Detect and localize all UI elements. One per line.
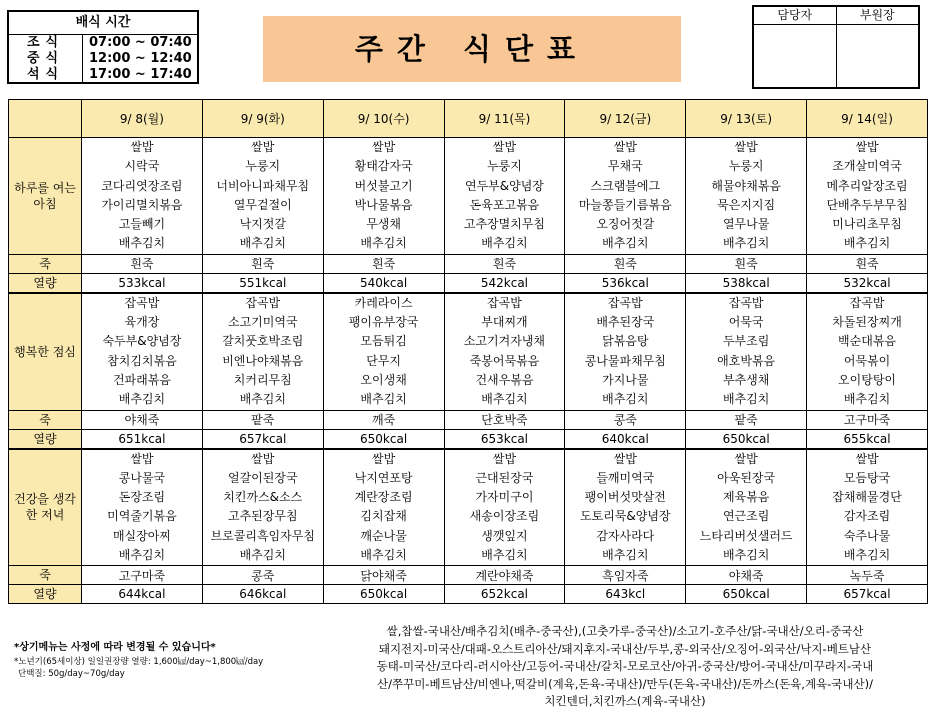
dish-item: 묵은지지짐 [717,197,776,212]
meal-cell [686,293,807,410]
dish-item: 가자미구이 [475,490,534,505]
dish-item: 어묵국 [728,315,764,330]
dinner-porridge-row [9,566,928,585]
dish-item: 콩나물국 [118,470,166,485]
meal-cell [82,138,203,255]
dish-item: 배추김치 [118,392,166,407]
day-header: 9/ 8(월) [82,100,203,138]
dish-item: 브로콜리흑임자무침 [210,528,315,543]
dish-item: 쌀밥 [130,140,154,154]
kcal-cell: 538kcal [686,273,807,293]
porridge-cell: 단호박죽 [444,410,565,429]
kcal-cell: 650kcal [686,429,807,449]
porridge-cell: 콩죽 [202,566,323,585]
breakfast-porridge-row [9,254,928,273]
meal-time-label: 조식 [9,35,83,51]
dish-item: 모듬튀김 [360,334,407,349]
meal-cell [323,138,444,255]
kcal-cell: 640kcal [565,429,686,449]
dish-item: 오징어젓갈 [596,217,655,232]
meal-cell [807,449,928,566]
dish-item: 배추김치 [481,392,528,407]
breakfast-kcal-row [9,273,928,293]
dish-item: 소고기미역국 [227,315,298,330]
day-header: 9/ 9(화) [202,100,323,138]
dish-item: 쌀밥 [613,140,637,154]
dish-item: 낙지젓갈 [239,217,286,232]
day-header: 9/ 14(일) [807,100,928,138]
dish-item: 무생채 [366,217,401,232]
kcal-cell: 643kcl [565,585,686,604]
porridge-cell: 흰죽 [444,254,565,273]
day-header: 9/ 12(금) [565,100,686,138]
dish-item: 버섯불고기 [354,178,413,193]
dish-item: 배추김치 [360,236,407,251]
breakfast-row [9,138,928,255]
dish-item: 너비아니파채무침 [216,178,310,193]
nutrition-note [14,656,263,680]
dish-item: 계란장조림 [354,490,413,505]
dish-item: 쌀밥 [492,451,517,466]
dish-item: 오이생채 [360,372,407,387]
porridge-cell: 흰죽 [323,254,444,273]
origin-line: 돼지전지-미국산/대패-오스트리아산/돼지후지-국내산/두부,콩-외국산/오징어-외국산/낙지-베트남산 [378,641,872,656]
approval-column [836,7,919,87]
kcal-cell: 650kcal [686,585,807,604]
dish-item: 갈치풋호박조림 [222,334,304,349]
kcal-cell: 542kcal [444,273,565,293]
kcal-cell: 536kcal [565,273,686,293]
dish-item: 누룽지 [487,159,522,174]
dish-item: 배추김치 [118,548,166,563]
dish-item: 감자사라다 [596,528,655,543]
dish-item: 들깨미역국 [596,470,655,485]
dish-item: 연두부&양념장 [464,178,544,193]
origin-line: 산/쭈꾸미-베트남산/비엔나,떡갈비(계육,돈육-국내산)/만두(돈육-국내산)/돈까스(돈육,계육-국내산)/ [377,676,873,691]
meal-cell [686,449,807,566]
dish-item: 열무겉절이 [233,197,292,212]
meal-time-label: 중식 [9,51,83,67]
meal-cell [202,138,323,255]
signature-field[interactable] [837,25,919,87]
dish-item: 배추김치 [843,392,891,407]
porridge-label: 죽 [9,566,82,585]
dish-item: 낙지연포탕 [354,470,413,485]
dish-item: 누룽지 [245,159,281,174]
kcal-cell: 650kcal [323,585,444,604]
dish-item: 단배추두부무침 [826,197,908,212]
dinner-row [9,449,928,566]
dish-item: 쌀밥 [613,451,637,466]
dish-item: 코다리엿장조림 [101,178,183,193]
dish-item: 돈장조림 [118,490,166,505]
lunch-porridge-row [9,410,928,429]
kcal-cell: 653kcal [444,429,565,449]
dish-item: 고추장멸치무침 [463,217,546,232]
dish-item: 잡채해물경단 [832,490,902,505]
porridge-cell: 팥죽 [202,410,323,429]
dish-item: 잡곡밥 [245,295,281,310]
porridge-label: 죽 [9,254,82,273]
dish-item: 근대된장국 [475,470,534,485]
porridge-cell: 콩죽 [565,410,686,429]
dish-item: 잡곡밥 [607,295,643,310]
dish-item: 무채국 [607,159,643,174]
page-title: 주간 식단표 [263,16,681,82]
dish-item: 쌀밥 [372,140,396,154]
meal-cell [202,449,323,566]
porridge-cell: 고구마죽 [82,566,203,585]
dish-item: 잡곡밥 [124,295,160,310]
origin-info [330,623,920,711]
dish-item: 연근조림 [722,509,770,524]
meal-time-row [9,67,197,83]
meal-cell [807,293,928,410]
dish-item: 차돌된장찌개 [832,315,902,330]
dish-item: 배추김치 [843,548,891,563]
dish-item: 부대찌개 [481,315,528,330]
dish-item: 팽이유부장국 [348,315,419,330]
dish-item: 돈육포고볶음 [469,197,540,212]
kcal-label: 열량 [9,585,82,604]
porridge-label: 죽 [9,410,82,429]
dish-item: 황태감자국 [354,159,413,174]
breakfast-label: 하루를 여는 아침 [9,138,82,255]
meal-cell [565,293,686,410]
dish-item: 가지나물 [602,372,649,387]
meal-time-row [9,35,197,51]
lunch-kcal-row [9,429,928,449]
meal-time-box [7,10,199,84]
meal-cell [202,293,323,410]
dish-item: 쌀밥 [130,451,154,466]
dish-item: 잡곡밥 [728,295,764,310]
dinner-kcal-row [9,585,928,604]
meal-time-value: 17:00 ~ 17:40 [89,67,192,82]
kcal-label: 열량 [9,429,82,449]
calorie-recommendation: *노년기(65세이상) 일일권장량 열량: 1,600㎉/day~1,800㎉/day [14,657,264,667]
lunch-row [9,293,928,410]
dish-item: 쌀밥 [734,140,758,154]
porridge-cell: 녹두죽 [807,566,928,585]
day-header: 9/ 11(목) [444,100,565,138]
dish-item: 숙주나물 [843,528,891,543]
dish-item: 어묵볶이 [843,353,891,368]
porridge-cell: 흰죽 [565,254,686,273]
dish-item: 쌀밥 [855,451,879,466]
dish-item: 잡곡밥 [849,295,885,310]
dish-item: 아욱된장국 [717,470,776,485]
porridge-cell: 팥죽 [686,410,807,429]
weekly-menu-table [8,99,928,604]
dish-item: 시락국 [124,159,160,174]
dish-item: 참치김치볶음 [107,353,177,368]
dish-item: 애호박볶음 [717,353,776,368]
meal-cell [444,293,565,410]
dish-item: 열무나물 [722,217,770,232]
dish-item: 얼갈이된장국 [227,470,298,485]
dish-item: 스크램블에그 [590,178,661,193]
kcal-cell: 657kcal [202,429,323,449]
meal-cell [82,449,203,566]
dish-item: 카레라이스 [354,295,413,310]
dish-item: 배추김치 [239,236,286,251]
day-header: 9/ 13(토) [686,100,807,138]
dish-item: 건새우볶음 [475,372,534,387]
porridge-cell: 흰죽 [807,254,928,273]
dish-item: 두부조림 [722,334,770,349]
meal-cell [686,138,807,255]
kcal-cell: 650kcal [323,429,444,449]
dish-item: 숙두부&양념장 [102,334,182,349]
dish-item: 쌀밥 [251,451,275,466]
lunch-label: 행복한 점심 [9,293,82,410]
dish-item: 단무지 [366,353,401,368]
kcal-cell: 551kcal [202,273,323,293]
porridge-cell: 야채죽 [686,566,807,585]
kcal-cell: 533kcal [82,273,203,293]
dish-item: 배추김치 [602,236,649,251]
dish-item: 쌀밥 [372,451,396,466]
meal-cell [565,449,686,566]
dish-item: 누룽지 [728,159,764,174]
dish-item: 조개살미역국 [832,159,902,174]
kcal-cell: 652kcal [444,585,565,604]
dish-item: 가이리멸치볶음 [101,197,183,212]
dish-item: 미나리초무침 [832,217,902,232]
dish-item: 쌀밥 [734,451,758,466]
approval-header: 담당자 [754,7,836,25]
dish-item: 배추김치 [360,392,407,407]
dish-item: 콩나물파채무침 [584,353,666,368]
meal-cell [444,449,565,566]
porridge-cell: 깨죽 [323,410,444,429]
corner-cell [9,100,82,138]
meal-time-row [9,51,197,67]
dish-item: 모듬탕국 [843,470,891,485]
dish-item: 김치잡채 [360,509,407,524]
dish-item: 건파래볶음 [112,372,171,387]
porridge-cell: 닭야채죽 [323,566,444,585]
dish-item: 박나물볶음 [354,197,413,212]
dish-item: 팽이버섯맛살전 [584,490,666,505]
origin-line: 치킨텐더,치킨까스(계육-국내산) [544,694,706,709]
day-header: 9/ 10(수) [323,100,444,138]
meal-time-value: 07:00 ~ 07:40 [89,35,192,50]
dish-item: 고들빼기 [118,217,166,232]
porridge-cell: 고구마죽 [807,410,928,429]
dish-item: 생깻잎지 [481,528,528,543]
dish-item: 배추김치 [602,392,649,407]
dish-item: 배추김치 [602,548,649,563]
porridge-cell: 야채죽 [82,410,203,429]
meal-cell [323,293,444,410]
dish-item: 배추김치 [843,236,891,251]
approval-column [754,7,836,87]
dish-item: 배추김치 [118,236,166,251]
dish-item: 배추김치 [481,548,528,563]
dish-item: 배추김치 [360,548,407,563]
dish-item: 깨순나물 [360,528,407,543]
dish-item: 새송이장조림 [469,509,540,524]
dish-item: 쌀밥 [492,140,517,154]
kcal-cell: 651kcal [82,429,203,449]
dish-item: 마늘쫑들기름볶음 [578,197,672,212]
kcal-cell: 540kcal [323,273,444,293]
meal-time-value: 12:00 ~ 12:40 [89,51,192,66]
dish-item: 쌀밥 [855,140,879,154]
menu-change-note: *상기메뉴는 사정에 따라 변경될 수 있습니다* [14,642,216,653]
dish-item: 오이탕탕이 [838,372,897,387]
dish-item: 배추김치 [722,548,770,563]
meal-cell [82,293,203,410]
dish-item: 죽봉어묵볶음 [469,353,540,368]
day-header-row [9,100,928,138]
kcal-cell: 657kcal [807,585,928,604]
kcal-cell: 646kcal [202,585,323,604]
dish-item: 비엔나야채볶음 [222,353,304,368]
meal-cell [565,138,686,255]
dish-item: 고추된장무침 [227,509,298,524]
dish-item: 메추리알장조림 [826,178,908,193]
dish-item: 부추생채 [722,372,770,387]
dish-item: 감자조림 [843,509,891,524]
dish-item: 배추된장국 [596,315,655,330]
origin-line: 쌀,찹쌀-국내산/배추김치(배추-중국산),(고춧가루-중국산)/소고기-호주산/닭-국내산/오리-중국산 [386,624,864,638]
dish-item: 매실장아찌 [112,528,171,543]
dish-item: 닭볶음탕 [602,334,649,349]
kcal-cell: 655kcal [807,429,928,449]
porridge-cell: 흰죽 [686,254,807,273]
dish-item: 미역줄기볶음 [107,509,177,524]
dish-item: 잡곡밥 [487,295,522,310]
meal-time-label: 석식 [9,67,83,83]
kcal-label: 열량 [9,273,82,293]
dish-item: 쌀밥 [251,140,275,154]
porridge-cell: 흰죽 [82,254,203,273]
kcal-cell: 532kcal [807,273,928,293]
dish-item: 느타리버섯샐러드 [699,528,793,543]
porridge-cell: 흑임자죽 [565,566,686,585]
approval-header: 부원장 [837,7,919,25]
dish-item: 배추김치 [481,236,528,251]
protein-recommendation: 단백질: 50g/day~70g/day [18,669,125,679]
dish-item: 해물야채볶음 [711,178,781,193]
meal-cell [323,449,444,566]
dish-item: 배추김치 [239,548,286,563]
meal-cell [807,138,928,255]
porridge-cell: 계란야채죽 [444,566,565,585]
signature-field[interactable] [754,25,836,87]
dinner-label: 건강을 생각한 저녁 [9,449,82,566]
kcal-cell: 644kcal [82,585,203,604]
dish-item: 치킨까스&소스 [223,490,303,505]
porridge-cell: 흰죽 [202,254,323,273]
meal-cell [444,138,565,255]
dish-item: 육개장 [124,315,160,330]
approval-box [752,5,920,89]
dish-item: 배추김치 [722,236,770,251]
dish-item: 백순대볶음 [838,334,897,349]
origin-line: 동태-미국산/코다리-러시아산/고등어-국내산/갈치-모로코산/아귀-중국산/방어-국내산/미꾸라지-국내 [376,659,874,674]
dish-item: 배추김치 [722,392,770,407]
dish-item: 치커리무침 [233,372,292,387]
dish-item: 제육볶음 [722,490,770,505]
dish-item: 도토리묵&양념장 [580,509,671,524]
meal-time-title: 배식 시간 [9,12,197,35]
dish-item: 배추김치 [239,392,286,407]
dish-item: 소고기겨자냉채 [463,334,546,349]
